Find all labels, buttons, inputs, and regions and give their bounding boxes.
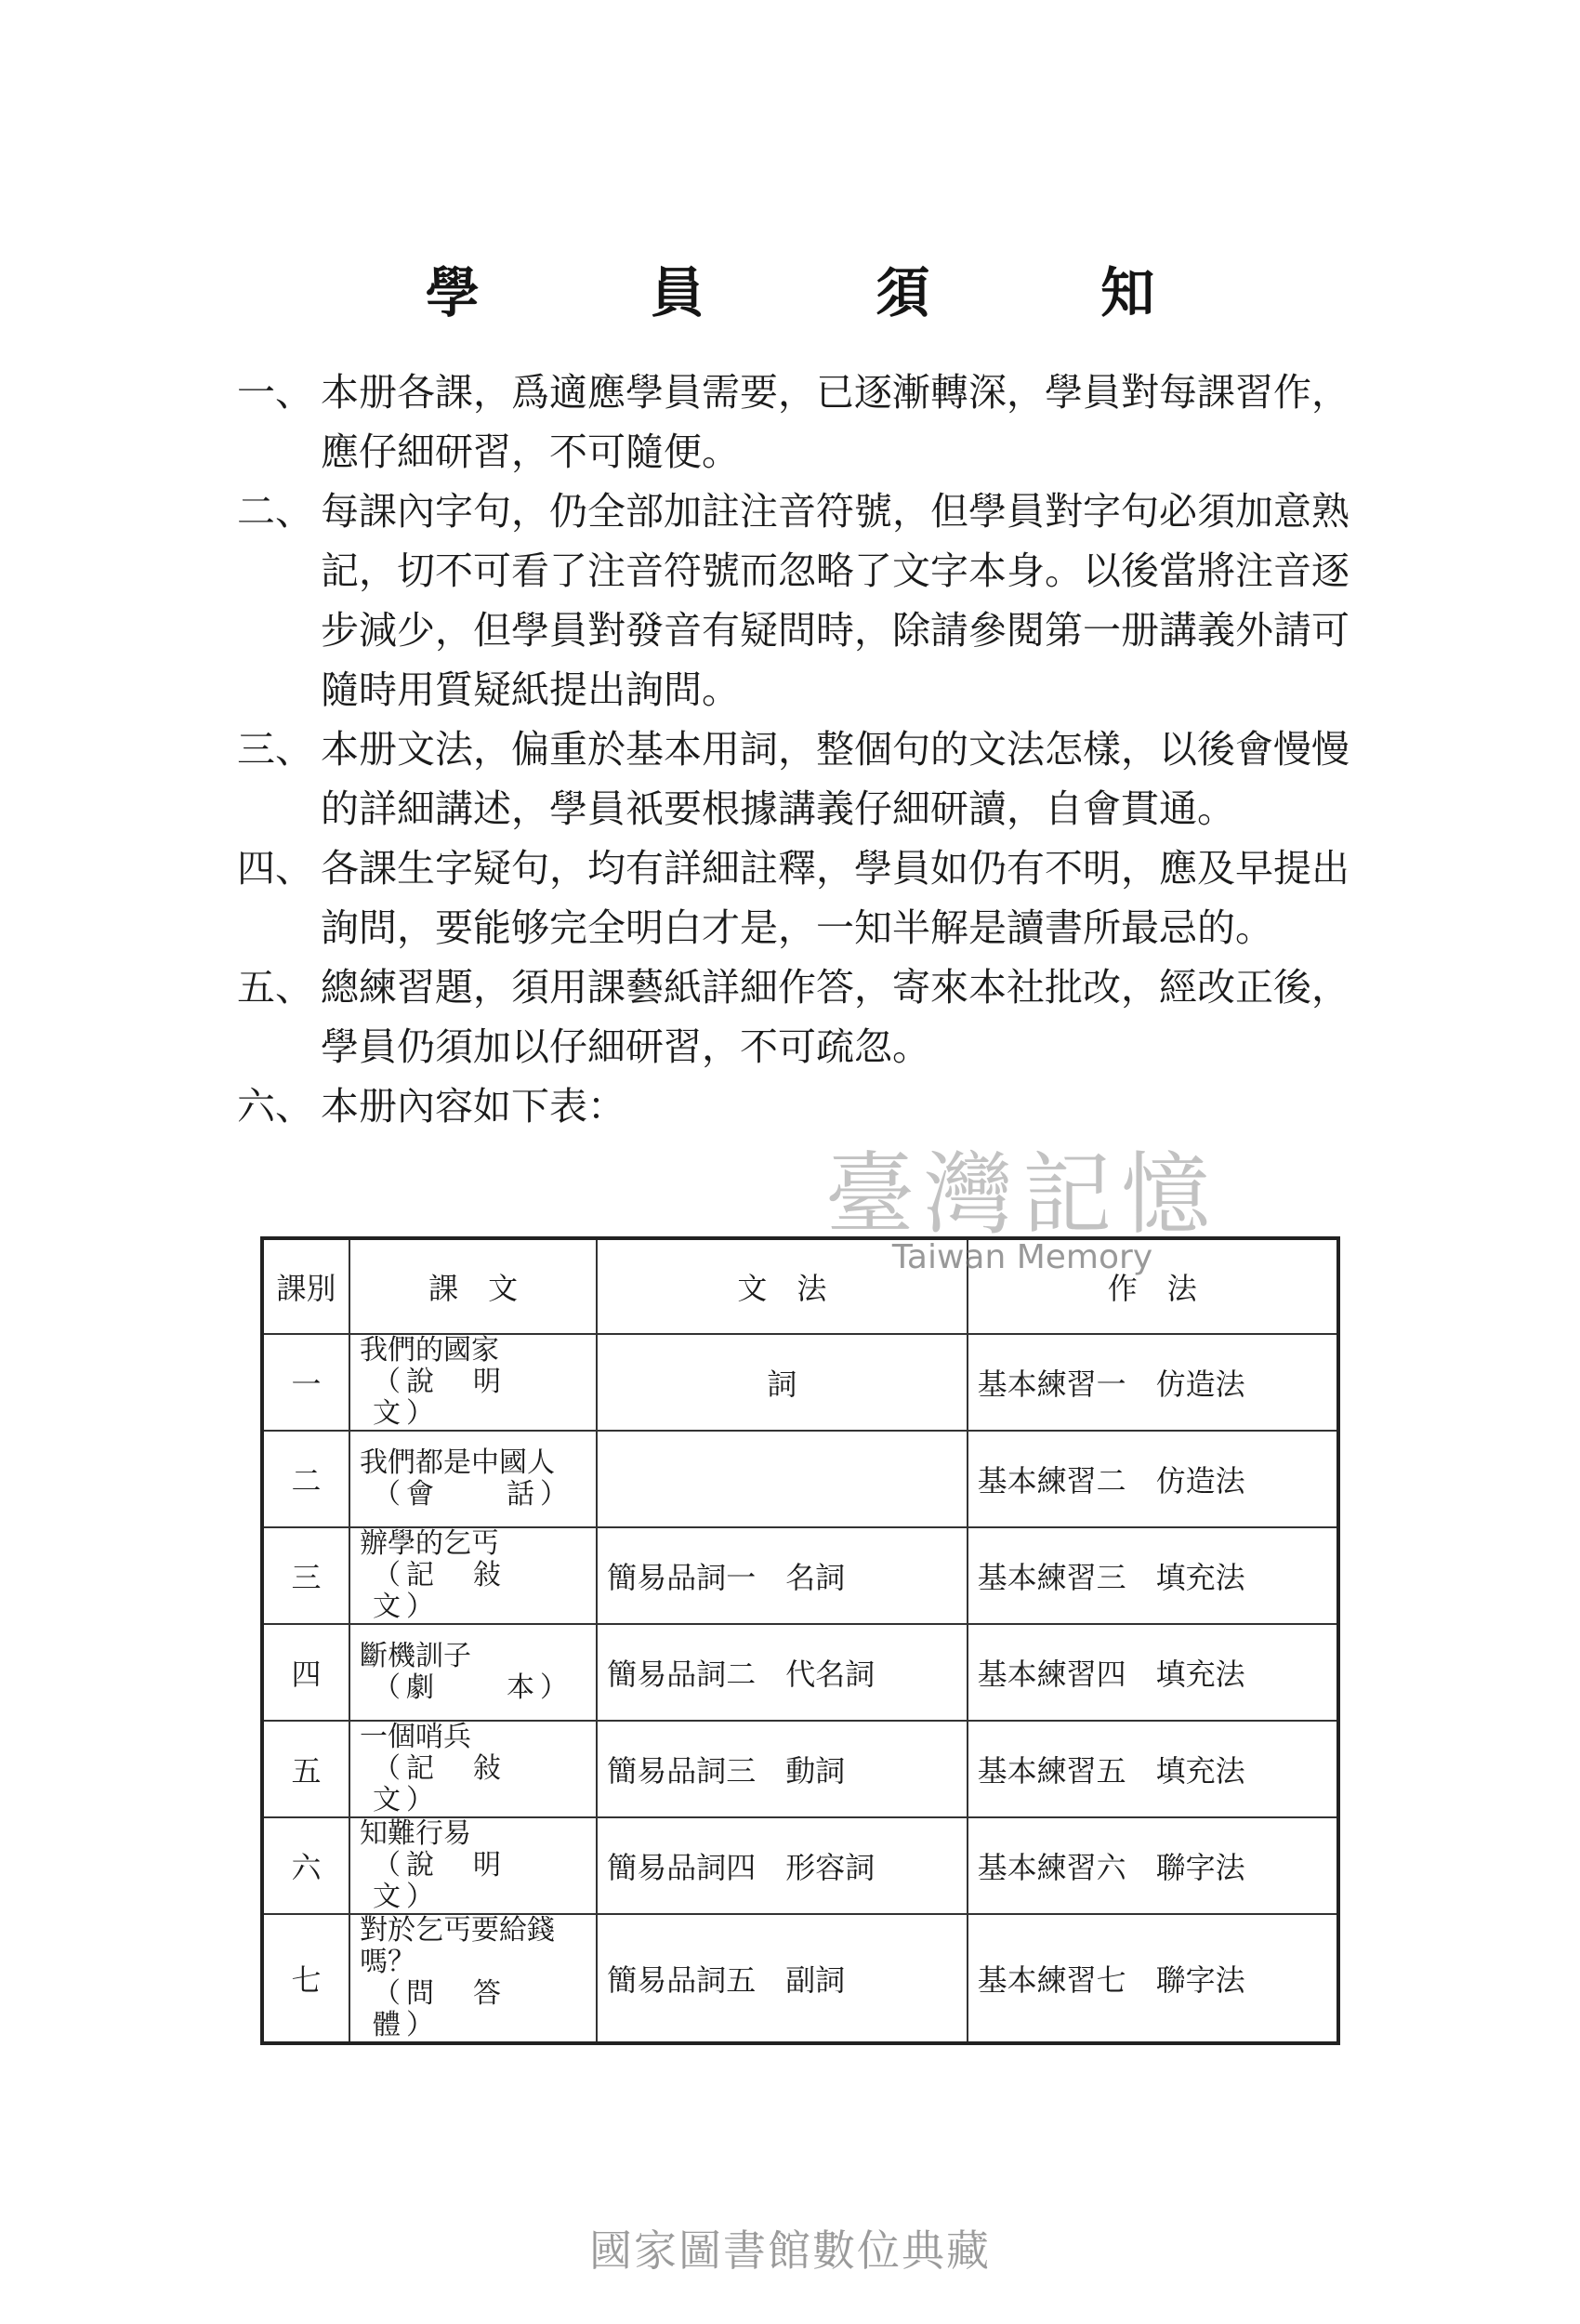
notice-text: 本册內容如下表： (321, 1084, 625, 1129)
lesson-number: 七 (262, 1914, 349, 2043)
composition-cell: 基本練習一 仿造法 (968, 1334, 1338, 1431)
footer-archive-label: 國家圖書館數位典藏 (589, 2225, 991, 2276)
notice-number: 三、 (237, 727, 313, 772)
composition-cell: 基本練習七 聯字法 (968, 1914, 1338, 2043)
lesson-title: 辦學的乞丐 (360, 1527, 500, 1560)
lesson-number: 五 (262, 1721, 349, 1817)
lesson-title: 一個哨兵 (360, 1721, 472, 1753)
notice-item (237, 1076, 1352, 1136)
notice-number: 二、 (237, 489, 313, 534)
composition-cell: 基本練習四 填充法 (968, 1624, 1338, 1721)
notice-number: 六、 (237, 1084, 313, 1129)
notice-item (237, 838, 1352, 957)
lesson-genre: （說 明 文） (373, 1849, 541, 1913)
lesson-genre: （問 答 體） (373, 1977, 541, 2041)
lesson-genre: （說 明 文） (373, 1366, 541, 1430)
header-composition: 作 法 (968, 1238, 1338, 1334)
lesson-title: 我們的國家 (360, 1334, 500, 1367)
lesson-cell (349, 1527, 597, 1624)
grammar-cell: 簡易品詞五 副詞 (597, 1914, 967, 2043)
table-row (262, 1334, 1338, 1431)
lesson-title: 知難行易 (360, 1817, 472, 1850)
table-row (262, 1817, 1338, 1914)
lesson-title: 我們都是中國人 (360, 1446, 556, 1479)
contents-table (260, 1236, 1340, 2045)
grammar-cell: 簡易品詞二 代名詞 (597, 1624, 967, 1721)
notice-item (237, 720, 1352, 838)
lesson-cell (349, 1817, 597, 1914)
lesson-title: 斷機訓子 (360, 1640, 472, 1672)
grammar-cell (597, 1431, 967, 1527)
composition-cell: 基本練習五 填充法 (968, 1721, 1338, 1817)
composition-cell: 基本練習三 填充法 (968, 1527, 1338, 1624)
lesson-number: 六 (262, 1817, 349, 1914)
notice-text: 本册文法，偏重於基本用詞，整個句的文法怎樣，以後會慢慢的詳細講述，學員祇要根據講義仔細研讀，自會貫通。 (321, 727, 1350, 831)
table-header-row (262, 1238, 1338, 1334)
table-row (262, 1527, 1338, 1624)
notice-number: 五、 (237, 965, 313, 1010)
grammar-cell: 簡易品詞一 名詞 (597, 1527, 967, 1624)
lesson-title: 對於乞丐要給錢嗎？ (360, 1914, 556, 1978)
lesson-number: 四 (262, 1624, 349, 1721)
lesson-genre: （記 敍 文） (373, 1752, 541, 1816)
notice-text: 每課內字句，仍全部加註注音符號，但學員對字句必須加意熟記，切不可看了注音符號而忽略了文字本身。以後當將注音逐步減少，但學員對發音有疑問時，除請參閱第一册講義外請可隨時用質疑紙提出詢問。 (321, 489, 1350, 712)
header-lesson-number: 課別 (262, 1238, 349, 1334)
notice-text: 本册各課，爲適應學員需要，已逐漸轉深，學員對每課習作，應仔細研習，不可隨便。 (321, 370, 1350, 474)
lesson-cell (349, 1721, 597, 1817)
notice-item (237, 363, 1352, 482)
grammar-cell: 簡易品詞三 動詞 (597, 1721, 967, 1817)
table-row (262, 1721, 1338, 1817)
notice-text: 各課生字疑句，均有詳細註釋，學員如仍有不明，應及早提出詢問，要能够完全明白才是，一知半解是讀書所最忌的。 (321, 846, 1350, 950)
notice-number: 一、 (237, 370, 313, 415)
watermark-english: Taiwan Memory (891, 1238, 1153, 1276)
table-row (262, 1914, 1338, 2043)
lesson-number: 三 (262, 1527, 349, 1624)
table-row (262, 1431, 1338, 1527)
notice-text: 總練習題，須用課藝紙詳細作答，寄來本社批改，經改正後，學員仍須加以仔細研習，不可疏忽。 (321, 965, 1350, 1069)
lesson-cell (349, 1334, 597, 1431)
lesson-cell (349, 1431, 597, 1527)
lesson-genre: （劇 本） (373, 1671, 574, 1704)
composition-cell: 基本練習二 仿造法 (968, 1431, 1338, 1527)
notice-item (237, 957, 1352, 1076)
notice-number: 四、 (237, 846, 313, 891)
header-grammar: 文 法 (597, 1238, 967, 1334)
watermark-chinese: 臺灣記憶 (825, 1142, 1219, 1247)
lesson-cell (349, 1914, 597, 2043)
table-row (262, 1624, 1338, 1721)
header-lesson-text: 課 文 (349, 1238, 597, 1334)
lesson-genre: （記 敍 文） (373, 1559, 541, 1623)
notice-list (237, 363, 1352, 1136)
page-title: 學 員 須 知 (425, 261, 1231, 324)
composition-cell: 基本練習六 聯字法 (968, 1817, 1338, 1914)
lesson-number: 二 (262, 1431, 349, 1527)
lesson-cell (349, 1624, 597, 1721)
lesson-number: 一 (262, 1334, 349, 1431)
grammar-cell: 簡易品詞四 形容詞 (597, 1817, 967, 1914)
lesson-genre: （會 話） (373, 1478, 574, 1511)
notice-item (237, 482, 1352, 720)
grammar-cell: 詞 (597, 1334, 967, 1431)
